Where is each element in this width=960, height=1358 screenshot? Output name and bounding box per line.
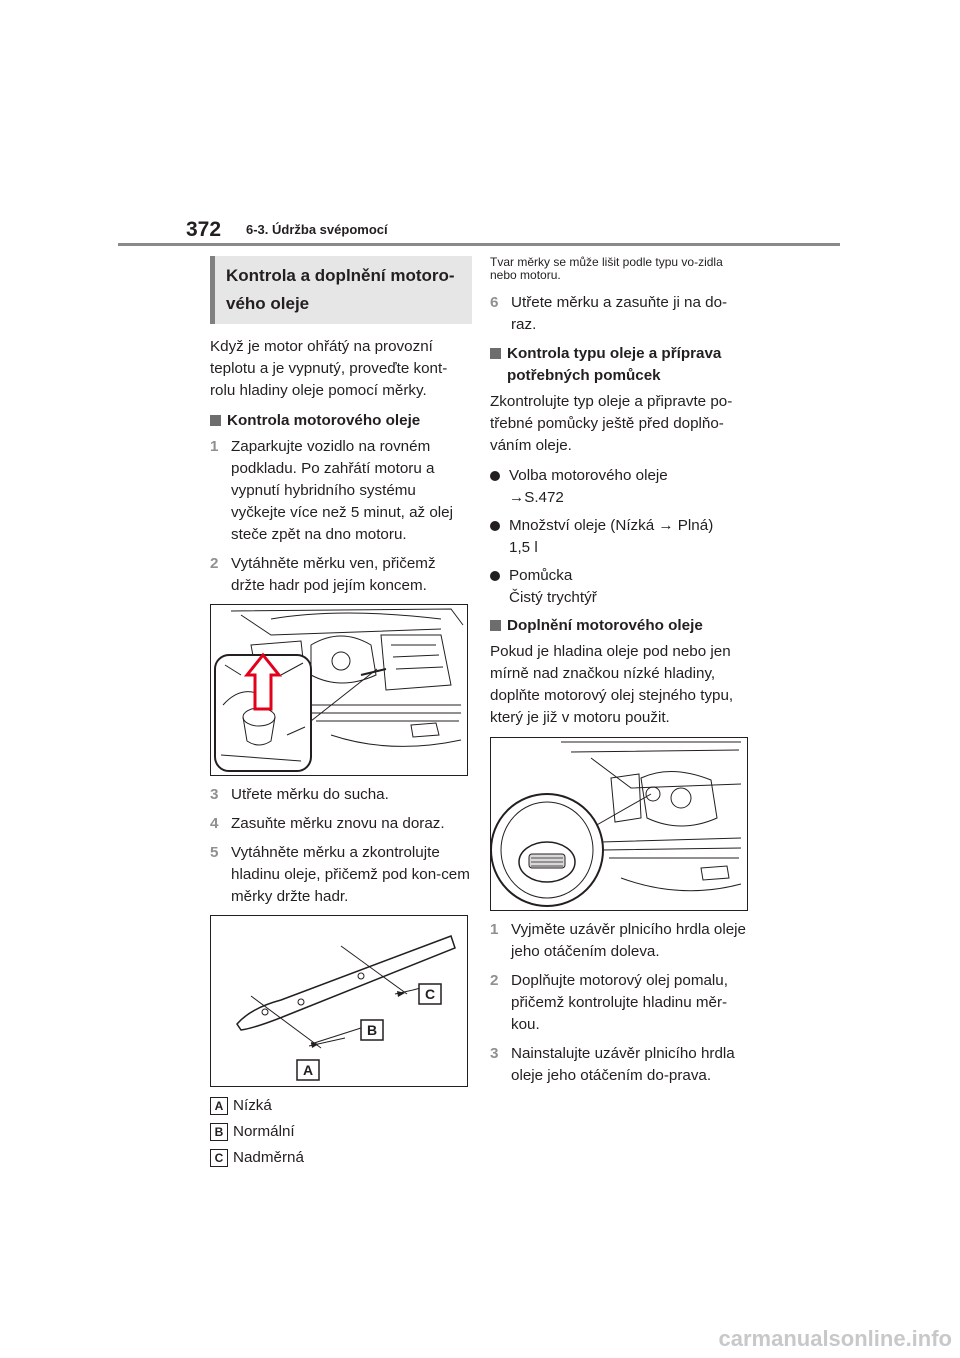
intro-paragraph: Když je motor ohřátý na provozní teplotu a je vypnutý, proveďte kont-rolu hladiny oleje pomocí měrky. xyxy=(210,338,448,399)
step-item xyxy=(490,919,750,963)
engine-illustration-svg xyxy=(211,605,467,775)
step-number: 1 xyxy=(210,438,219,455)
step-number: 2 xyxy=(490,972,499,989)
step-number: 1 xyxy=(490,921,499,938)
square-bullet-icon xyxy=(490,620,501,631)
step-text: Utřete měrku do sucha. xyxy=(231,786,389,803)
step-item xyxy=(210,553,472,597)
step-text: Doplňujte motorový olej pomalu, přičemž kontrolujte hladinu měr-kou. xyxy=(511,972,728,1033)
legend-item xyxy=(210,1095,472,1117)
bullet-label: Pomůcka xyxy=(509,567,573,584)
bullet-item xyxy=(490,515,750,559)
bullet-item xyxy=(490,565,750,609)
step-text: Utřete měrku a zasuňte ji na do-raz. xyxy=(511,294,728,333)
subheading-text: Kontrola typu oleje a příprava potřebných pomůcek xyxy=(507,345,722,384)
step-text: Vyjměte uzávěr plnicího hrdla oleje jeho otáčením doleva. xyxy=(511,921,746,960)
right-column xyxy=(490,256,750,1094)
legend-letter: C xyxy=(210,1149,228,1167)
subheading-add-oil xyxy=(490,615,750,637)
step-number: 6 xyxy=(490,294,499,311)
legend-text: Nadměrná xyxy=(233,1149,304,1166)
legend-letter: A xyxy=(210,1097,228,1115)
step-text: Nainstalujte uzávěr plnicího hrdla oleje jeho otáčením do-prava. xyxy=(511,1045,735,1084)
subheading-text: Kontrola motorového oleje xyxy=(227,412,421,429)
legend-item xyxy=(210,1147,472,1169)
step-number: 2 xyxy=(210,555,219,572)
subheading-text: Doplnění motorového oleje xyxy=(507,617,703,634)
dipstick-note: Tvar měrky se může lišit podle typu vo-zidla nebo motoru. xyxy=(490,255,723,282)
round-bullet-icon xyxy=(490,471,500,481)
bullet-value: Čistý trychtýř xyxy=(509,589,597,606)
step-number: 5 xyxy=(210,844,219,861)
legend-letter: B xyxy=(210,1123,228,1141)
round-bullet-icon xyxy=(490,571,500,581)
legend-text: Nízká xyxy=(233,1097,272,1114)
label-c: C xyxy=(424,986,436,1002)
dipstick-svg xyxy=(211,916,467,1086)
step-text: Zaparkujte vozidlo na rovném podkladu. Po zahřátí motoru a vypnutí hybridního systému vyčkejte více než 5 minut, až olej steče zpět na dno motoru. xyxy=(231,438,454,543)
subheading-check-oil xyxy=(210,410,472,432)
section-heading: Kontrola a doplnění motoro-vého oleje xyxy=(210,256,472,324)
step-number: 4 xyxy=(210,815,219,832)
label-b: B xyxy=(366,1022,378,1038)
square-bullet-icon xyxy=(490,348,501,359)
step-text: Vytáhněte měrku a zkontrolujte hladinu oleje, přičemž pod kon-cem měrky držte hadr. xyxy=(231,844,470,905)
watermark: carmanualsonline.info xyxy=(718,1326,952,1351)
bullet-value: 1,5 l xyxy=(509,539,538,556)
legend-text: Normální xyxy=(233,1123,295,1140)
label-a: A xyxy=(302,1062,314,1078)
legend-item xyxy=(210,1121,472,1143)
oil-filler-cap-illustration xyxy=(490,737,748,911)
step-item xyxy=(210,436,472,546)
step-item xyxy=(210,842,472,908)
step-item xyxy=(210,784,472,806)
add-oil-paragraph: Pokud je hladina oleje pod nebo jen mírně nad značkou nízké hladiny, doplňte motorový olej stejného typu, který je již v motoru použit. xyxy=(490,643,734,726)
step-item xyxy=(490,1043,750,1087)
round-bullet-icon xyxy=(490,521,500,531)
header-rule xyxy=(118,243,840,246)
step-number: 3 xyxy=(490,1045,499,1062)
step-item xyxy=(210,813,472,835)
section-title: 6-3. Údržba svépomocí xyxy=(246,222,388,237)
filler-cap-svg xyxy=(491,738,747,910)
bullet-value: →S.472 xyxy=(509,489,564,506)
bullet-label: Množství oleje (Nízká → Plná) xyxy=(509,517,714,534)
page-number: 372 xyxy=(186,218,222,241)
square-bullet-icon xyxy=(210,415,221,426)
bullet-label: Volba motorového oleje xyxy=(509,467,668,484)
step-text: Vytáhněte měrku ven, přičemž držte hadr pod jejím koncem. xyxy=(231,555,436,594)
dipstick-level-illustration xyxy=(210,915,468,1087)
prep-paragraph: Zkontrolujte typ oleje a připravte po-třebné pomůcky ještě před doplňo-váním oleje. xyxy=(490,393,733,454)
subheading-oil-type xyxy=(490,343,750,387)
step-item xyxy=(490,292,750,336)
step-text: Zasuňte měrku znovu na doraz. xyxy=(231,815,445,832)
engine-bay-dipstick-illustration xyxy=(210,604,468,776)
left-column xyxy=(210,256,472,1173)
step-number: 3 xyxy=(210,786,219,803)
bullet-item xyxy=(490,465,750,509)
step-item xyxy=(490,970,750,1036)
